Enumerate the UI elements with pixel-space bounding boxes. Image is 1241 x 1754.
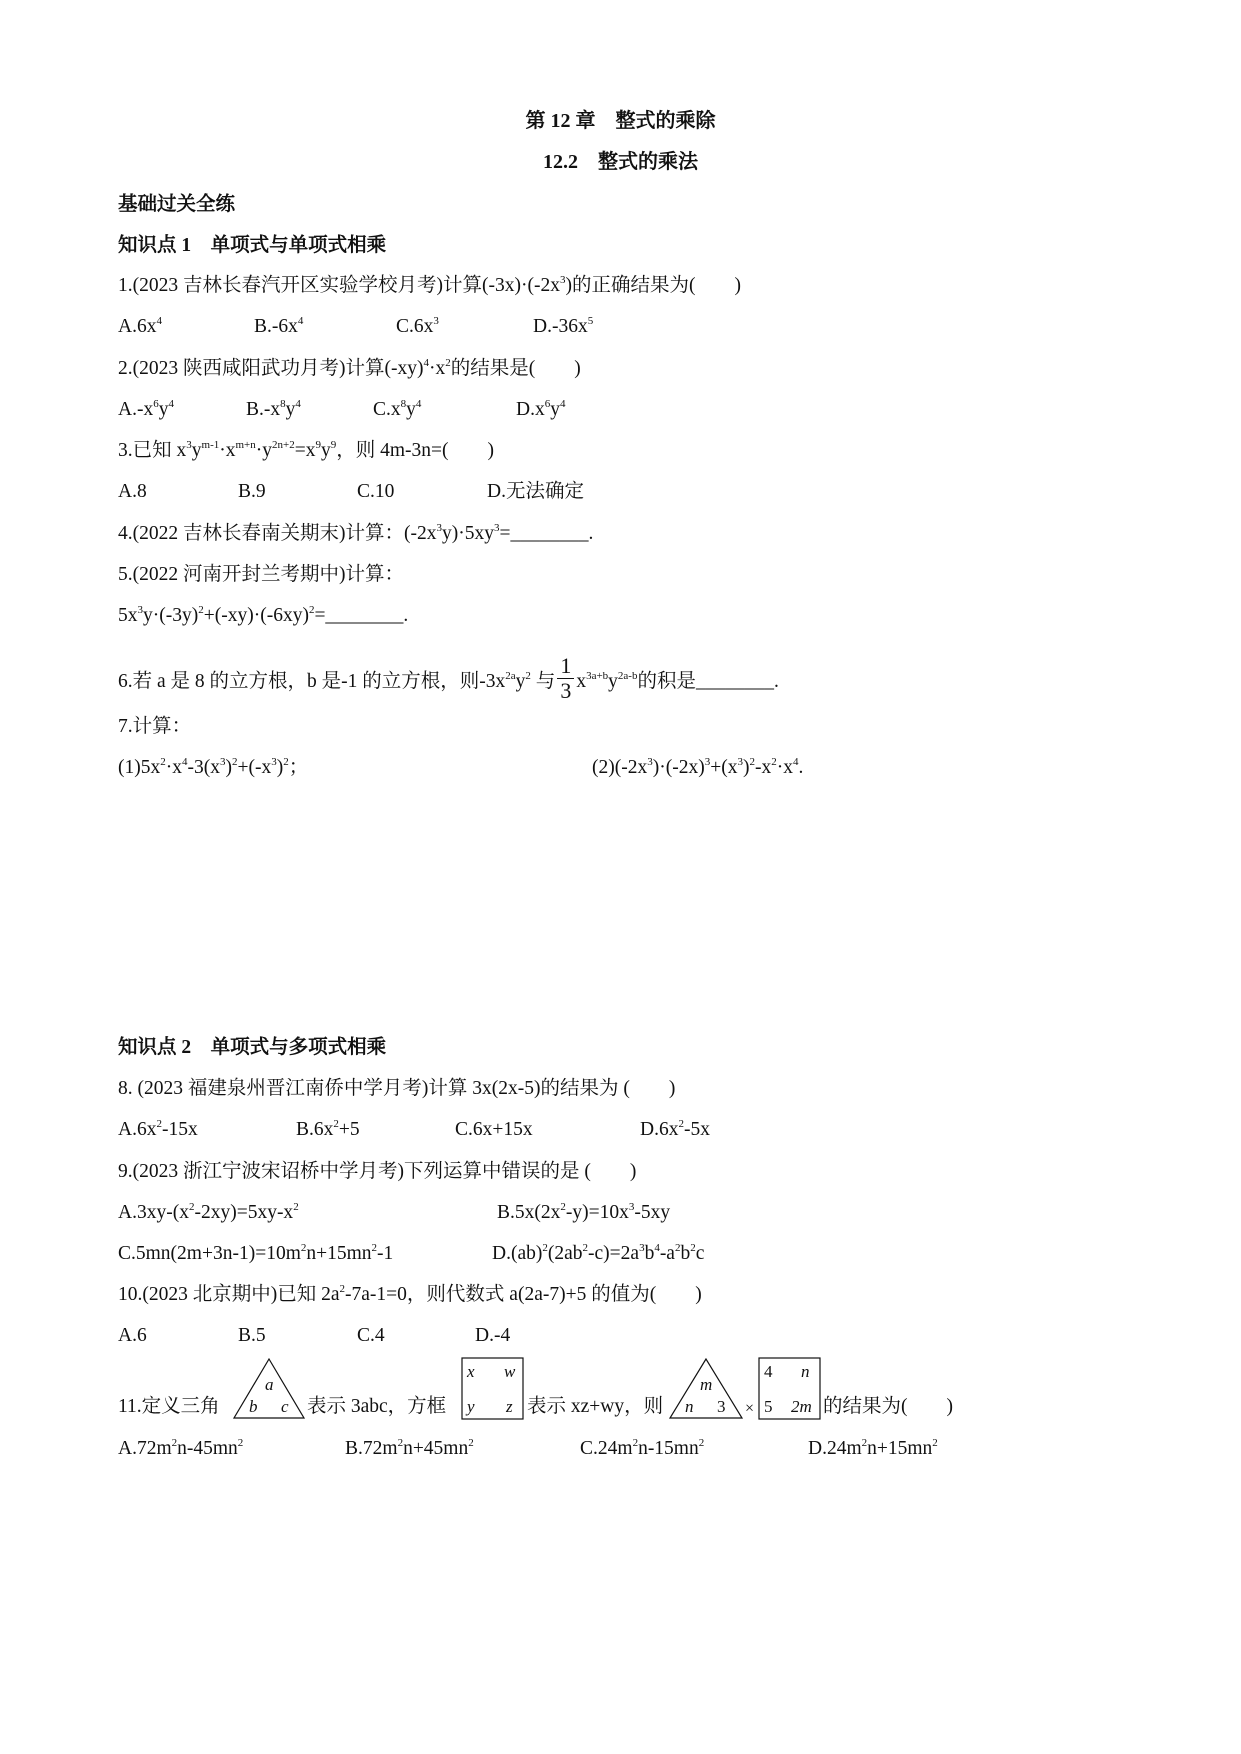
q10-option-c: C.4 <box>357 1325 385 1346</box>
question-11-prefix: 11.定义三角 <box>118 1396 220 1417</box>
q3-option-a: A.8 <box>118 481 147 502</box>
q8-option-c: C.6x+15x <box>455 1119 533 1140</box>
question-10: 10.(2023 北京期中)已知 $2a^2-7a-1=0$，则代数式 a(2a-7)+5 的值为( ) <box>118 1283 702 1305</box>
q9-option-b: $B.5x(2x^2-y)=10x^3-5xy$ <box>497 1201 671 1223</box>
question-3: 3.已知 $x^3y^{m-1}\cdot x^{m+n}\cdot y^{2n+2}=x^9y^9$，则 4m-3n=( ) <box>118 439 495 461</box>
box-top-left-label: x <box>467 1362 475 1381</box>
q3-option-c: C.10 <box>357 481 395 502</box>
question-5: 5.(2022 河南开封兰考期中)计算： <box>118 564 404 585</box>
box2-bottom-left-label: 5 <box>764 1397 773 1416</box>
knowledge-point-2-title: 知识点 2 单项式与多项式相乘 <box>118 1037 387 1058</box>
triangle2-left-label: n <box>685 1397 694 1416</box>
question-11-text-3: 表示 xz+wy，则 <box>527 1396 664 1417</box>
triangle-right-label: c <box>281 1397 289 1416</box>
question-2: 2.(2023 陕西咸阳武功月考)计算$(-xy)^4\cdot x^2$的结果是( ) <box>118 357 581 379</box>
q8-option-a: $A.6x^2-15x$ <box>118 1118 198 1140</box>
triangle-left-label: b <box>249 1397 258 1416</box>
question-11-text-2: 表示 3abc，方框 <box>307 1396 447 1417</box>
question-9: 9.(2023 浙江宁波宋诏桥中学月考)下列运算中错误的是 ( ) <box>118 1161 637 1182</box>
q9-option-c: $C.5mn(2m+3n-1)=10m^2n+15mn^2-1$ <box>118 1242 394 1264</box>
q1-option-a: $A.6x^4$ <box>118 315 162 337</box>
question-8: 8. (2023 福建泉州晋江南侨中学月考)计算 3x(2x-5)的结果为 ( ) <box>118 1078 676 1099</box>
box-bottom-right-label: z <box>506 1397 513 1416</box>
times-sign: × <box>745 1400 755 1417</box>
q9-option-d: $D.(ab)^2(2ab^2-c)=2a^3b^4-a^2b^2c$ <box>492 1242 705 1264</box>
q8-option-b: $B.6x^2+5$ <box>296 1118 360 1140</box>
q1-option-c: $C.6x^3$ <box>396 315 439 337</box>
q3-option-d: D.无法确定 <box>487 481 584 502</box>
question-1: 1.(2023 吉林长春汽开区实验学校月考)计算$(-3x)\cdot(-2x^3)$的正确结果为( ) <box>118 274 741 296</box>
triangle-top-label: a <box>265 1375 274 1394</box>
question-5-expression: $5x^3y\cdot(-3y)^2+(-xy)\cdot(-6xy)^2=\_\_\_\_\_\_\_\_$. <box>118 604 409 626</box>
box-definition-figure <box>461 1357 525 1421</box>
question-7-part-1: $(1)5x^2\cdot x^4-3(x^3)^2+(-x^3)^2$； <box>118 756 309 778</box>
q11-option-a: $A.72m^2n-45mn^2$ <box>118 1437 244 1459</box>
q1-option-b: $B.-6x^4$ <box>254 315 304 337</box>
box-value-figure <box>758 1357 822 1421</box>
q2-option-c: $C.x^8y^4$ <box>373 398 422 420</box>
q11-option-d: $D.24m^2n+15mn^2$ <box>808 1437 938 1459</box>
chapter-title: 第 12 章 整式的乘除 <box>525 110 716 132</box>
q8-option-d: $D.6x^2-5x$ <box>640 1118 710 1140</box>
q1-option-d: $D.-36x^5$ <box>533 315 594 337</box>
practice-heading: 基础过关全练 <box>118 194 236 215</box>
box2-bottom-right-label: 2m <box>791 1397 812 1416</box>
question-7: 7.计算： <box>118 716 192 737</box>
triangle-definition-figure <box>232 1357 306 1421</box>
section-title: 12.2 整式的乘法 <box>543 151 698 173</box>
box-top-right-label: w <box>504 1362 516 1381</box>
q2-option-a: $A.-x^6y^4$ <box>118 398 174 420</box>
question-6: 6.若 a 是 8 的立方根，b 是-1 的立方根，则$-3x^{2a}y^2$ 与 $\frac{1}{3}$ $x^{3a+b}y^{2a-b}$的积是________. <box>118 653 779 703</box>
q10-option-a: A.6 <box>118 1325 147 1346</box>
box-bottom-left-label: y <box>467 1397 475 1416</box>
q2-option-d: $D.x^6y^4$ <box>516 398 566 420</box>
knowledge-point-1-title: 知识点 1 单项式与单项式相乘 <box>118 235 387 256</box>
q11-option-b: $B.72m^2n+45mn^2$ <box>345 1437 474 1459</box>
q10-option-b: B.5 <box>238 1325 266 1346</box>
box2-top-right-label: n <box>801 1362 810 1381</box>
question-4: 4.(2022 吉林长春南关期末)计算：$(-2x^3y)\cdot 5xy^3=\_\_\_\_\_\_\_\_$. <box>118 522 594 544</box>
q10-option-d: D.-4 <box>475 1325 511 1346</box>
triangle2-top-label: m <box>700 1375 713 1394</box>
fraction-one-third: $\frac{1}{3}$ <box>557 654 574 703</box>
q11-option-c: $C.24m^2n-15mn^2$ <box>580 1437 705 1459</box>
question-7-part-2: $(2)(-2x^3)\cdot(-2x)^3+(x^3)^2-x^2\cdot x^4$. <box>592 756 804 778</box>
q3-option-b: B.9 <box>238 481 266 502</box>
question-11-suffix: 的结果为( ) <box>823 1396 953 1417</box>
triangle2-right-label: 3 <box>717 1397 726 1416</box>
box2-top-left-label: 4 <box>764 1362 773 1381</box>
q9-option-a: $A.3xy-(x^2-2xy)=5xy-x^2$ <box>118 1201 299 1223</box>
q2-option-b: $B.-x^8y^4$ <box>246 398 301 420</box>
triangle-value-figure <box>668 1357 744 1421</box>
